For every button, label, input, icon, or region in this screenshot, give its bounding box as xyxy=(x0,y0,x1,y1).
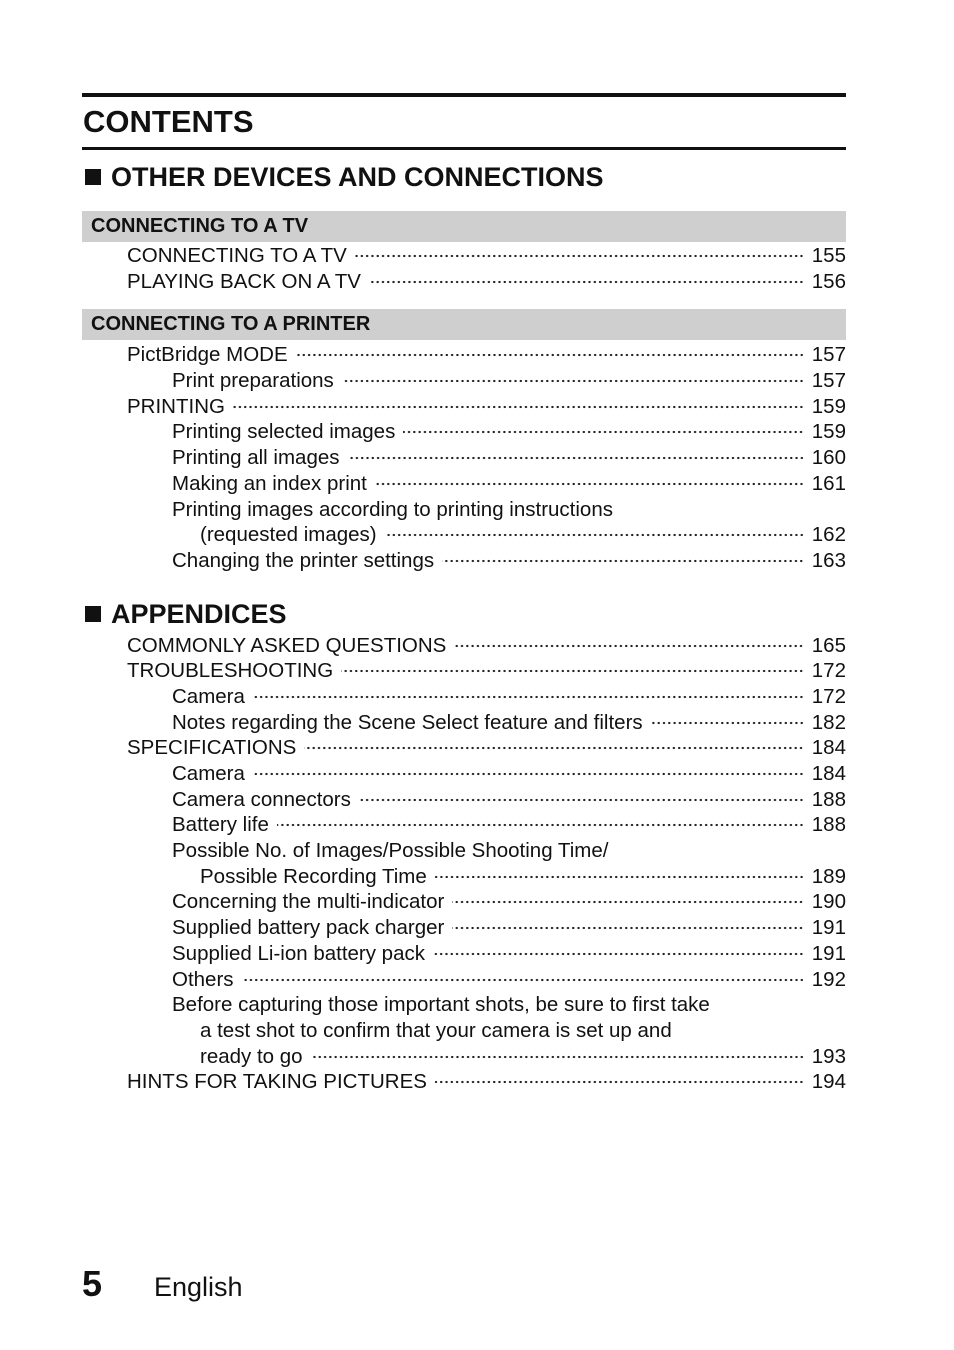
toc-entry-label: SPECIFICATIONS xyxy=(127,736,297,760)
dot-leader xyxy=(442,559,804,563)
toc-entry-label: HINTS FOR TAKING PICTURES xyxy=(127,1070,427,1094)
toc-entry-page: 159 xyxy=(811,394,846,418)
toc-entry[interactable] xyxy=(82,368,846,394)
contents-page xyxy=(82,93,846,1095)
subsection-title: CONNECTING TO A TV xyxy=(82,211,846,242)
toc-entry[interactable] xyxy=(82,710,846,736)
dot-leader xyxy=(452,900,804,904)
dot-leader xyxy=(385,533,804,537)
toc-entry-label: TROUBLESHOOTING xyxy=(127,659,334,683)
dot-leader xyxy=(355,254,804,258)
black-square-icon xyxy=(85,606,101,622)
toc-entry-label: Making an index print xyxy=(172,471,367,495)
section-heading xyxy=(82,597,846,631)
toc-entry-continued[interactable] xyxy=(82,838,846,864)
toc-entry[interactable] xyxy=(82,471,846,497)
toc-entry-page: 161 xyxy=(811,471,846,495)
section-heading xyxy=(82,160,846,194)
section-appendices xyxy=(82,597,846,1095)
toc-entry-label: Supplied Li-ion battery pack xyxy=(172,941,425,965)
page-title: CONTENTS xyxy=(83,104,254,139)
black-square-icon xyxy=(85,169,101,185)
toc-entry[interactable] xyxy=(82,269,846,295)
toc-entry-page: 162 xyxy=(811,523,846,547)
dot-leader xyxy=(348,456,805,460)
dot-leader xyxy=(253,772,804,776)
toc-entry-page: 192 xyxy=(811,967,846,991)
dot-leader xyxy=(341,669,804,673)
toc-entry-label: ready to go xyxy=(200,1044,303,1068)
toc-entry-page: 172 xyxy=(811,684,846,708)
toc-entry-label: CONNECTING TO A TV xyxy=(127,244,347,267)
toc-entry-page: 182 xyxy=(811,710,846,734)
dot-leader xyxy=(253,695,804,699)
toc-entry-label: Camera xyxy=(172,762,245,785)
toc-entry-label: PictBridge MODE xyxy=(127,343,288,367)
toc-entry-page: 188 xyxy=(811,787,846,811)
toc-entry-continued[interactable] xyxy=(82,1018,846,1044)
toc-entry-label: Others xyxy=(172,967,234,991)
toc-entry-label: Possible Recording Time xyxy=(200,864,427,888)
dot-leader xyxy=(403,430,804,434)
toc-entry-label: PRINTING xyxy=(127,394,225,418)
toc-entry-label: Camera xyxy=(172,684,245,708)
toc-entry-page: 184 xyxy=(811,762,846,785)
toc-entry[interactable] xyxy=(82,522,846,548)
toc-entry-label: PLAYING BACK ON A TV xyxy=(127,269,361,293)
toc-entry-label: a test shot to confirm that your camera is set up and xyxy=(200,1018,672,1042)
toc-entry[interactable] xyxy=(82,915,846,941)
toc-entry-page: 159 xyxy=(811,420,846,444)
dot-leader xyxy=(359,798,804,802)
toc-entry-label: Possible No. of Images/Possible Shooting Time/ xyxy=(172,839,609,863)
toc-entry-continued[interactable] xyxy=(82,497,846,523)
dot-leader xyxy=(375,482,804,486)
toc-entry-label: Battery life xyxy=(172,813,269,837)
toc-entry-page: 190 xyxy=(811,890,846,914)
toc-entry[interactable] xyxy=(82,342,846,368)
toc-entry-label: Printing all images xyxy=(172,446,340,470)
dot-leader xyxy=(435,875,804,879)
dot-leader xyxy=(296,353,804,357)
toc-entry-page: 184 xyxy=(811,736,846,760)
toc-entry[interactable] xyxy=(82,548,846,574)
toc-entry-page: 172 xyxy=(811,659,846,683)
toc-entry-page: 188 xyxy=(811,813,846,837)
dot-leader xyxy=(452,926,804,930)
toc-list xyxy=(82,342,846,573)
dot-leader xyxy=(369,280,804,284)
title-bottom-rule xyxy=(82,147,846,150)
toc-entry-page: 191 xyxy=(811,916,846,940)
toc-entry-page: 194 xyxy=(811,1070,846,1094)
dot-leader xyxy=(277,823,804,827)
toc-entry[interactable] xyxy=(82,787,846,813)
toc-entry-page: 155 xyxy=(811,244,846,267)
toc-entry-page: 156 xyxy=(811,269,846,293)
toc-entry-label: (requested images) xyxy=(200,523,377,547)
dot-leader xyxy=(433,952,804,956)
toc-entry-label: Camera connectors xyxy=(172,787,351,811)
section-other-devices xyxy=(82,160,846,574)
dot-leader xyxy=(342,379,804,383)
toc-entry[interactable] xyxy=(82,1044,846,1070)
subsection-title: CONNECTING TO A PRINTER xyxy=(82,309,846,340)
toc-entry[interactable] xyxy=(82,394,846,420)
toc-entry-page: 191 xyxy=(811,941,846,965)
toc-entry-page: 163 xyxy=(811,548,846,572)
dot-leader xyxy=(311,1055,804,1059)
toc-entry[interactable] xyxy=(82,658,846,684)
toc-entry[interactable] xyxy=(82,1069,846,1095)
toc-entry-label: Notes regarding the Scene Select feature and filters xyxy=(172,710,643,734)
toc-entry[interactable] xyxy=(82,812,846,838)
dot-leader xyxy=(651,721,804,725)
toc-entry-page: 193 xyxy=(811,1044,846,1068)
toc-entry-label: Print preparations xyxy=(172,369,334,393)
toc-entry-continued[interactable] xyxy=(82,992,846,1018)
toc-entry[interactable] xyxy=(82,761,846,787)
section-heading-text: OTHER DEVICES AND CONNECTIONS xyxy=(111,162,604,192)
toc-entry-label: Printing images according to printing instructions xyxy=(172,497,613,521)
toc-entry-page: 160 xyxy=(811,446,846,470)
dot-leader xyxy=(435,1080,804,1084)
dot-leader xyxy=(454,644,804,648)
toc-entry-label: Changing the printer settings xyxy=(172,548,435,572)
toc-entry[interactable] xyxy=(82,243,846,269)
dot-leader xyxy=(242,978,804,982)
section-heading-text: APPENDICES xyxy=(111,598,287,629)
toc-entry[interactable] xyxy=(82,684,846,710)
toc-entry-page: 157 xyxy=(811,343,846,367)
toc-list xyxy=(82,633,846,1095)
toc-entry-page: 157 xyxy=(811,369,846,393)
toc-entry[interactable] xyxy=(82,633,846,659)
toc-entry-label: Before capturing those important shots, be sure to first take xyxy=(172,993,710,1017)
toc-entry[interactable] xyxy=(82,967,846,993)
toc-entry[interactable] xyxy=(82,419,846,445)
toc-entry[interactable] xyxy=(82,864,846,890)
toc-entry[interactable] xyxy=(82,735,846,761)
dot-leader xyxy=(304,746,804,750)
subsection-connecting-tv xyxy=(82,211,846,294)
toc-list xyxy=(82,243,846,294)
toc-entry-page: 165 xyxy=(811,633,846,657)
footer-page-number: 5 xyxy=(82,1263,103,1304)
toc-entry[interactable] xyxy=(82,941,846,967)
dot-leader xyxy=(233,405,804,409)
footer-language: English xyxy=(154,1272,243,1302)
toc-entry-label: Concerning the multi-indicator xyxy=(172,890,445,914)
subsection-connecting-printer xyxy=(82,309,846,573)
toc-entry[interactable] xyxy=(82,889,846,915)
toc-entry[interactable] xyxy=(82,445,846,471)
toc-entry-label: Supplied battery pack charger xyxy=(172,916,445,940)
toc-entry-page: 189 xyxy=(811,864,846,888)
toc-entry-label: COMMONLY ASKED QUESTIONS xyxy=(127,633,447,657)
toc-entry-label: Printing selected images xyxy=(172,420,396,444)
